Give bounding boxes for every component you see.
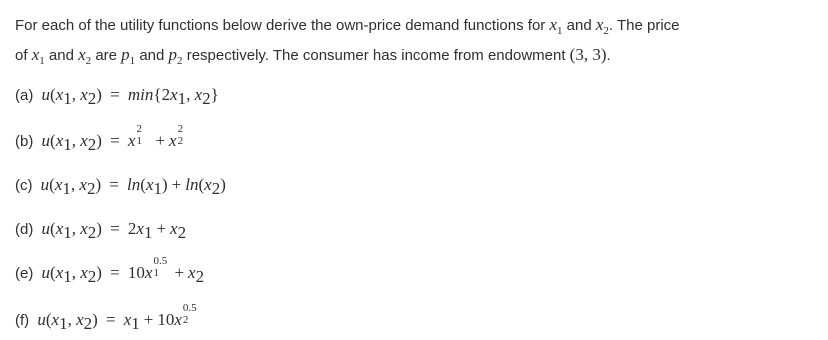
var-x2: $x_2$ bbox=[78, 45, 92, 67]
utility-lhs: $u(x_1$, $x_2$) bbox=[41, 263, 102, 286]
utility-rhs: 10x 0.5 1 + $x_2$ bbox=[127, 255, 205, 286]
utility-rhs: x 2 1 + x 2 2 bbox=[127, 123, 184, 150]
equals-sign: = bbox=[110, 219, 120, 238]
question-text bbox=[15, 10, 815, 70]
utility-rhs: $x_1 + 10x$ 0.5 2 bbox=[123, 302, 197, 333]
equals-sign: = bbox=[109, 175, 119, 194]
question-line-2 bbox=[15, 40, 815, 70]
utility-rhs: $\min\{2x_1$, $x_2$} bbox=[127, 85, 219, 108]
item-label: (c) bbox=[15, 177, 33, 194]
item-label: (a) bbox=[15, 87, 34, 104]
var-x2: $x_2$ bbox=[595, 15, 609, 37]
utility-lhs: $u(x_1$, $x_2$) bbox=[37, 310, 98, 333]
endowment-value: (3, 3) bbox=[569, 45, 607, 64]
item-label: (b) bbox=[15, 133, 34, 150]
question-text-segment: . bbox=[606, 47, 611, 64]
utility-item-d bbox=[15, 219, 187, 242]
utility-rhs: $\ln(x_1) + \ln(x_2)$ bbox=[127, 175, 226, 198]
item-label: (d) bbox=[15, 221, 34, 238]
var-p1: $p_1$ bbox=[121, 45, 136, 67]
utility-rhs: $2x_1 + x_2$ bbox=[127, 219, 187, 242]
equals-sign: = bbox=[105, 310, 116, 329]
utility-item-c bbox=[15, 175, 226, 198]
question-line-1 bbox=[15, 10, 815, 40]
question-text-segment: and bbox=[135, 47, 169, 64]
item-label: (e) bbox=[15, 265, 34, 282]
utility-lhs: $u(x_1$, $x_2$) bbox=[41, 131, 102, 154]
var-x1: $x_1$ bbox=[549, 15, 563, 37]
equals-sign: = bbox=[110, 131, 120, 150]
utility-item-b bbox=[15, 123, 193, 154]
var-p2: $p_2$ bbox=[168, 45, 183, 67]
question-text-segment: and bbox=[562, 17, 596, 34]
question-text-segment: . The price bbox=[608, 17, 680, 34]
utility-lhs: $u(x_1$, $x_2$) bbox=[40, 175, 102, 198]
question-text-segment: and bbox=[44, 47, 79, 64]
equals-sign: = bbox=[110, 263, 120, 282]
utility-item-a bbox=[15, 85, 219, 108]
var-x1: $x_1$ bbox=[31, 45, 45, 67]
utility-item-e bbox=[15, 255, 205, 286]
item-label: (f) bbox=[15, 312, 30, 329]
utility-lhs: $u(x_1$, $x_2$) bbox=[41, 85, 102, 108]
utility-item-f bbox=[15, 302, 200, 333]
equals-sign: = bbox=[110, 85, 120, 104]
question-text-segment: respectively. The consumer has income from endowment bbox=[182, 47, 570, 64]
utility-lhs: $u(x_1$, $x_2$) bbox=[41, 219, 102, 242]
question-text-segment: For each of the utility functions below derive the own-price demand functions for bbox=[15, 17, 550, 34]
question-text-segment: are bbox=[91, 47, 122, 64]
question-text-segment: of bbox=[15, 47, 32, 64]
